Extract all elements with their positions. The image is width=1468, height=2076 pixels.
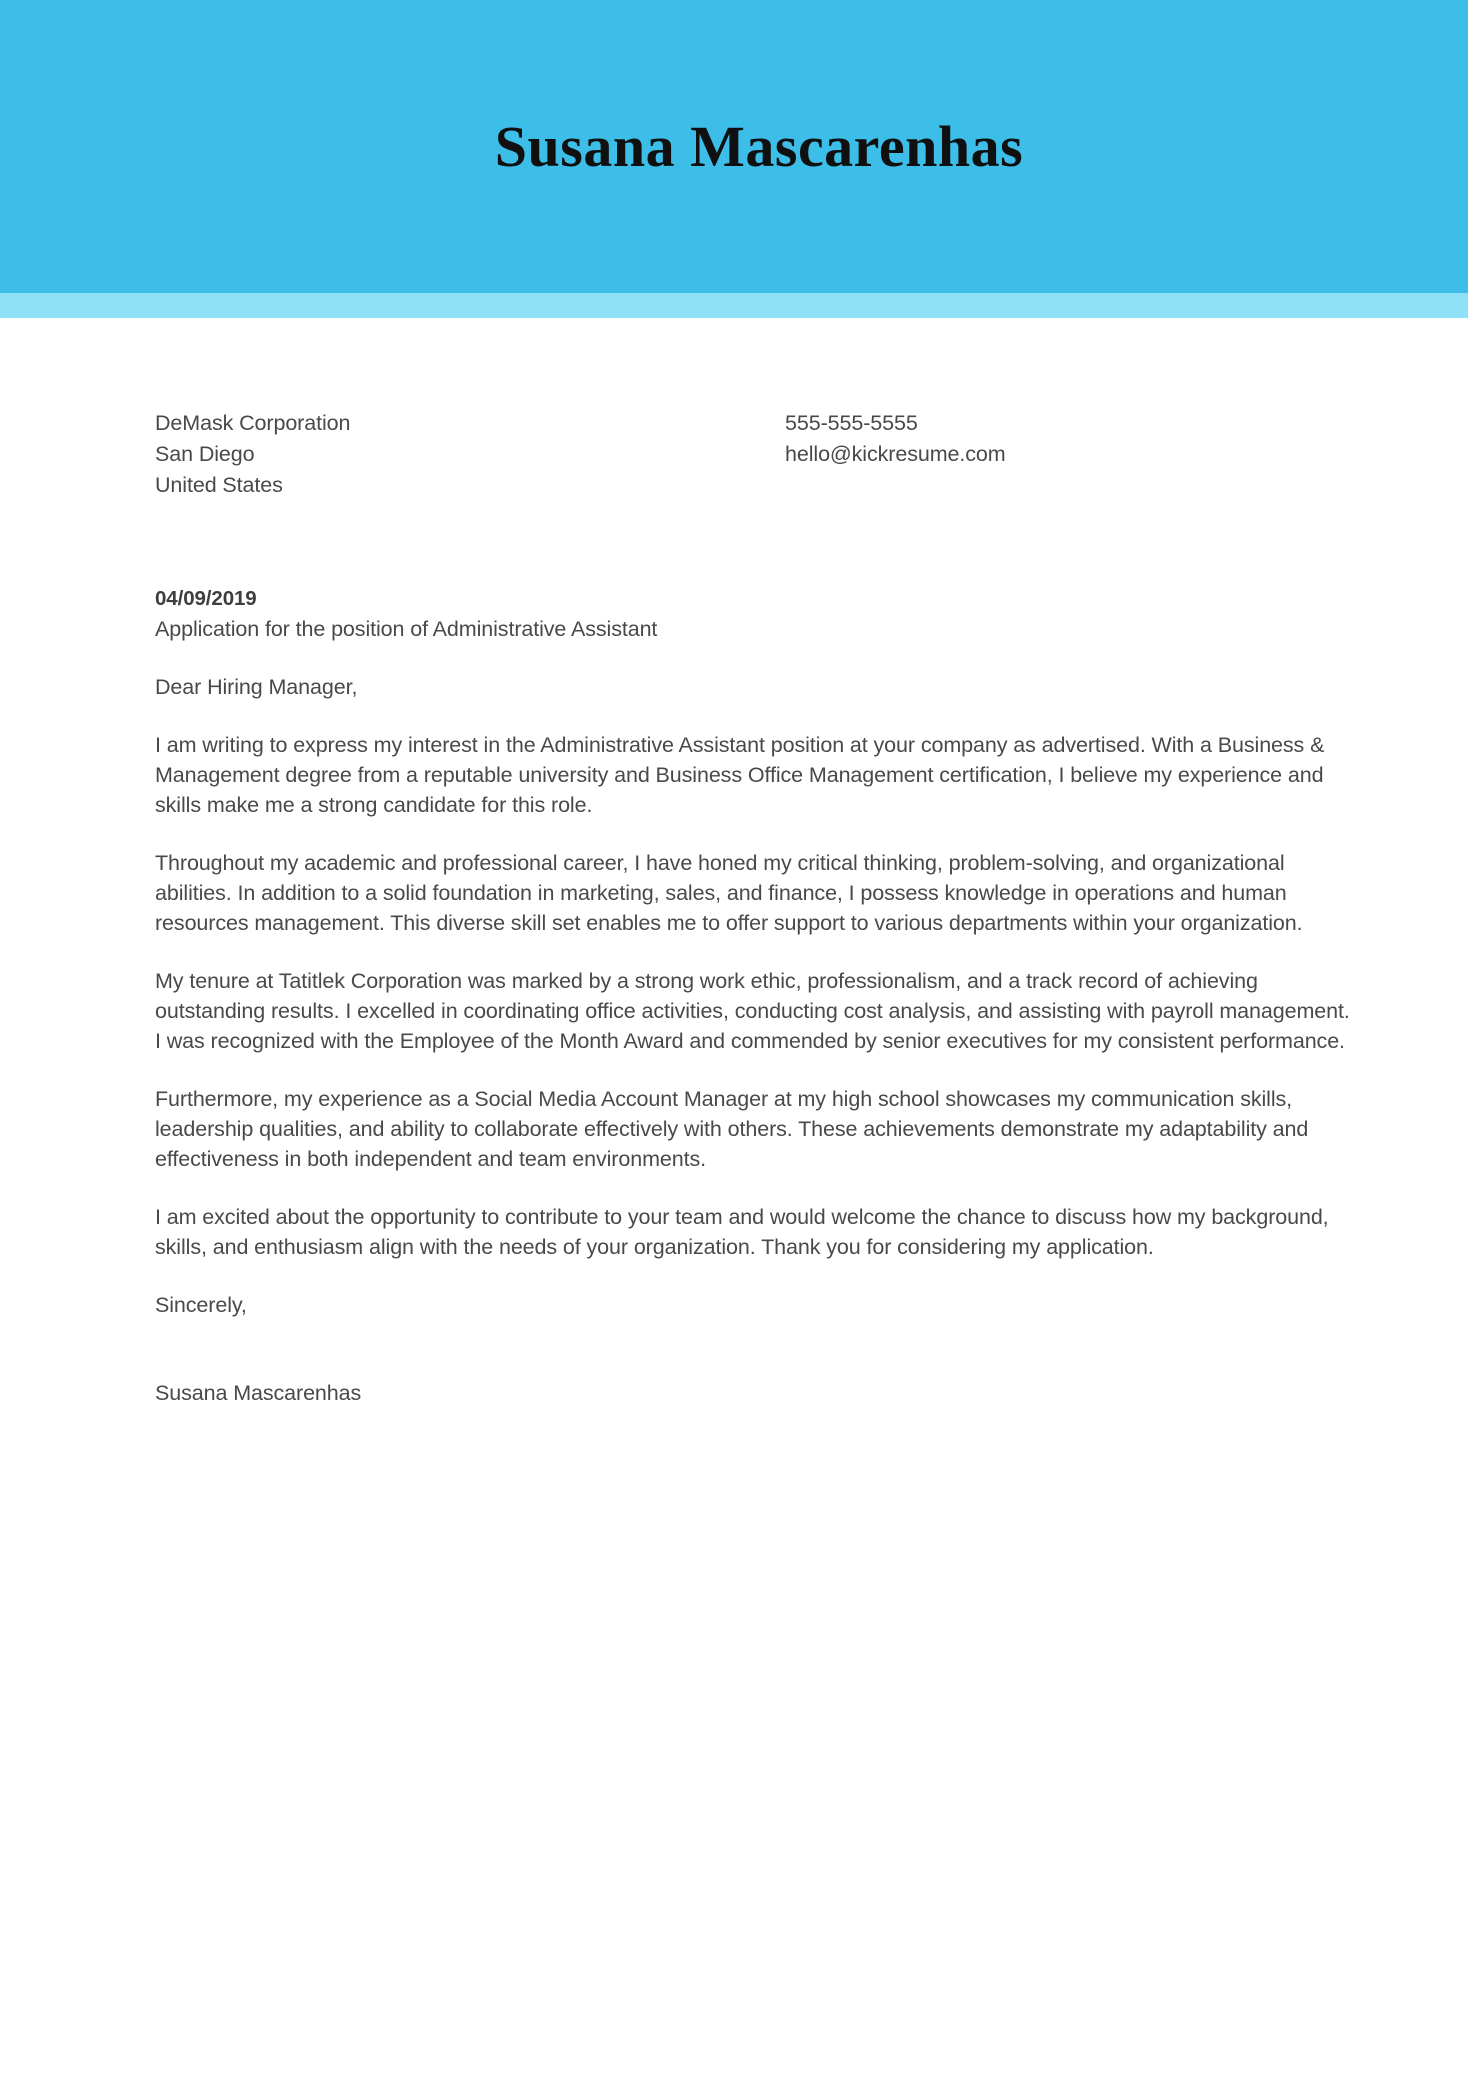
header-band xyxy=(0,0,1468,293)
sender-phone: 555-555-5555 xyxy=(785,411,918,435)
recipient-company: DeMask Corporation xyxy=(155,411,351,435)
closing-line: Sincerely, xyxy=(155,1293,247,1317)
paragraph-experience: My tenure at Tatitlek Corporation was marked by a strong work ethic, professionalism, and a track record of achieving outstanding results. I excelled in coordinating office activities, conducting cost analysis, and assisting with payroll management. I was recognized with the Employee of the Month Award and commended by senior executives for my consistent performance. xyxy=(155,969,1350,1053)
date-subject-section xyxy=(155,584,1350,644)
paragraph-intro: I am writing to express my interest in the Administrative Assistant position at your company as advertised. With a Business & Management degree from a reputable university and Business Office Management certification, I believe my experience and skills make me a strong candidate for this role. xyxy=(155,733,1325,817)
recipient-country: United States xyxy=(155,473,283,497)
letter-date: 04/09/2019 xyxy=(155,587,257,610)
paragraph-call-to-action: I am excited about the opportunity to contribute to your team and would welcome the chance to discuss how my background, skills, and enthusiasm align with the needs of your organization. Thank you for considering my application. xyxy=(155,1205,1329,1259)
paragraph-skills: Throughout my academic and professional career, I have honed my critical thinking, problem-solving, and organizational abilities. In addition to a solid foundation in marketing, sales, and finance, I possess knowledge in operations and human resources management. This diverse skill set enables me to offer support to various departments within your organization. xyxy=(155,851,1303,935)
applicant-name-title: Susana Mascarenhas xyxy=(494,114,1024,179)
letter-body xyxy=(0,408,1468,1408)
signature-name: Susana Mascarenhas xyxy=(155,1381,362,1405)
header-accent-strip xyxy=(0,293,1468,318)
recipient-city: San Diego xyxy=(155,442,255,466)
letter-subject: Application for the position of Administrative Assistant xyxy=(155,617,658,641)
recipient-address xyxy=(155,408,785,501)
paragraph-extracurricular: Furthermore, my experience as a Social Media Account Manager at my high school showcases my communication skills, leadership qualities, and ability to collaborate effectively with others. These achievements demonstrate my adaptability and effectiveness in both independent and team environments. xyxy=(155,1087,1309,1171)
sender-contact xyxy=(785,408,1350,501)
salutation: Dear Hiring Manager, xyxy=(155,675,358,699)
contact-section xyxy=(155,408,1350,501)
sender-email: hello@kickresume.com xyxy=(785,442,1006,466)
